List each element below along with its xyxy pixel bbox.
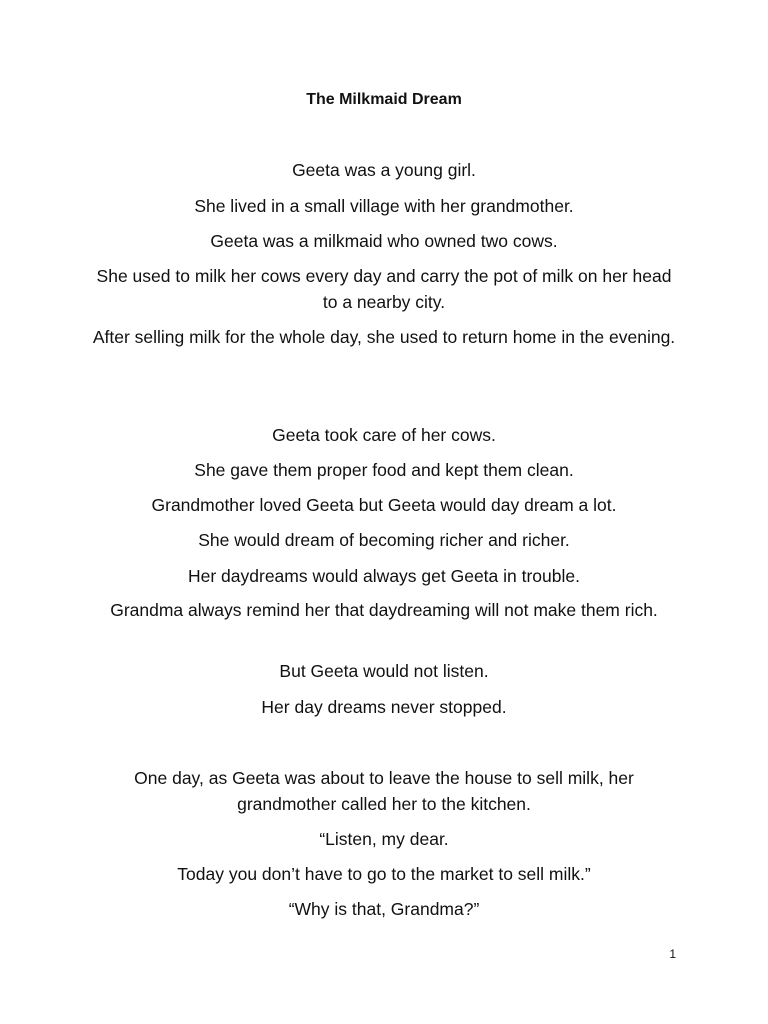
paragraph: “Why is that, Grandma?”: [288, 899, 480, 919]
paragraph: Today you don’t have to go to the market to sell milk.”: [177, 864, 591, 884]
paragraph: Grandma always remind her that daydreaming will not make them rich.: [110, 600, 658, 620]
paragraph: Her daydreams would always get Geeta in trouble.: [187, 566, 580, 586]
paragraph: She would dream of becoming richer and richer.: [198, 530, 570, 550]
paragraph: She used to milk her cows every day and carry the pot of milk on her head to a nearby city.: [96, 266, 672, 312]
document-title: The Milkmaid Dream: [306, 91, 462, 108]
paragraph: “Listen, my dear.: [319, 829, 449, 849]
paragraph: Geeta was a milkmaid who owned two cows.: [210, 231, 558, 251]
paragraph: One day, as Geeta was about to leave the house to sell milk, her grandmother called her to the kitchen.: [134, 768, 634, 814]
paragraph: Grandmother loved Geeta but Geeta would day dream a lot.: [151, 495, 617, 515]
paragraph: She lived in a small village with her grandmother.: [194, 196, 574, 216]
paragraph: After selling milk for the whole day, she used to return home in the evening.: [92, 327, 676, 347]
paragraph: Geeta took care of her cows.: [272, 425, 496, 445]
paragraph: Geeta was a young girl.: [292, 160, 476, 180]
paragraph: Her day dreams never stopped.: [261, 697, 507, 717]
paragraph: She gave them proper food and kept them clean.: [194, 460, 574, 480]
page-number: 1: [669, 947, 676, 961]
paragraph: But Geeta would not listen.: [279, 661, 489, 681]
